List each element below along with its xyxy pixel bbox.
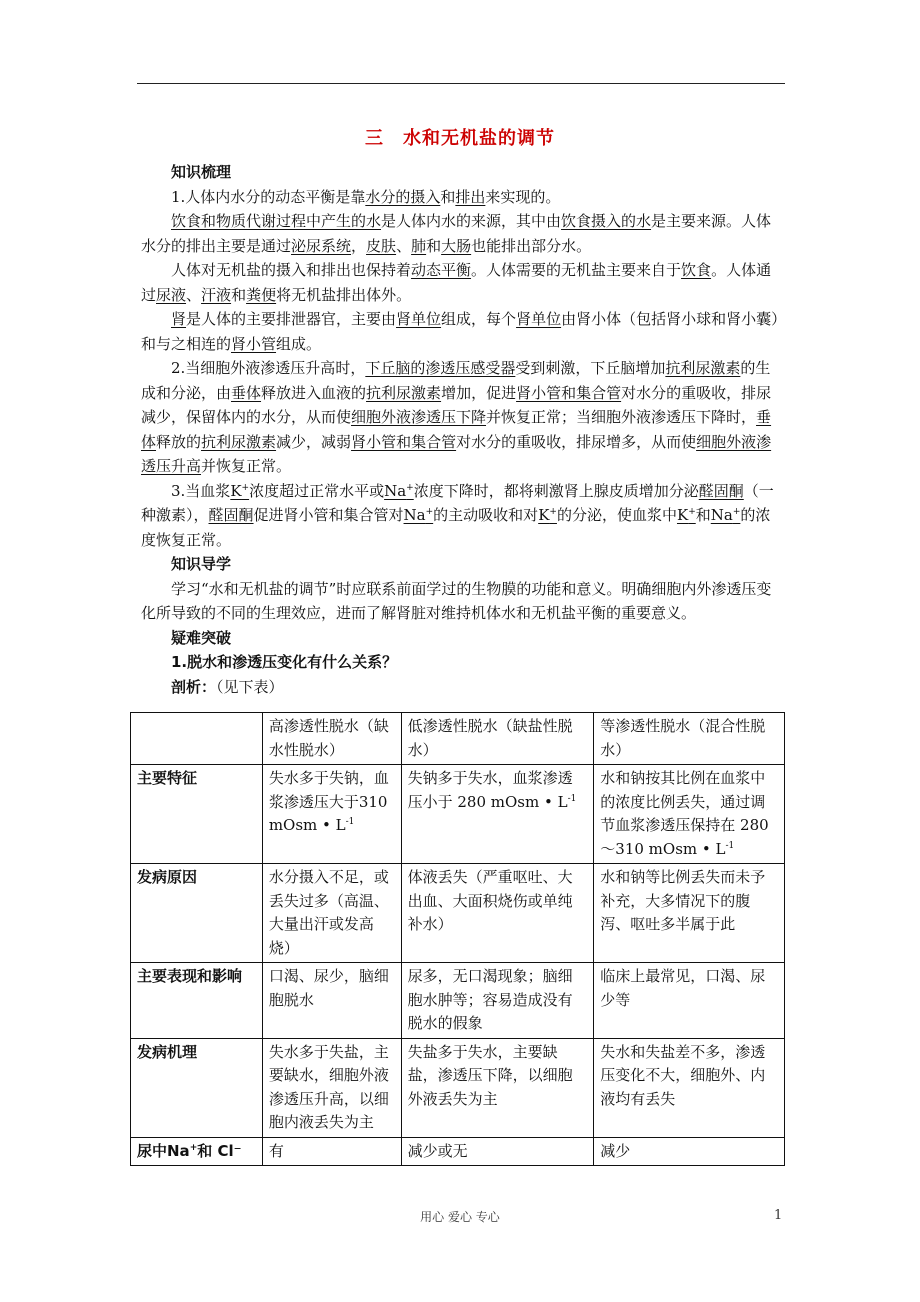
table-cell: 失盐多于失水，主要缺盐，渗透压下降，以细胞外液丢失为主 xyxy=(401,1038,594,1137)
table-cell: 水分摄入不足，或丢失过多（高温、大量出汗或发高烧） xyxy=(262,864,401,963)
table-row xyxy=(131,1038,785,1137)
section-heading: 疑难突破 xyxy=(171,628,232,647)
table-cell: 尿多，无口渴现象；脑细胞水肿等；容易造成没有脱水的假象 xyxy=(401,963,594,1039)
page-title: 三 水和无机盐的调节 xyxy=(365,128,555,149)
table-row xyxy=(131,765,785,864)
row-label: 尿中Na+和 Cl⁻ xyxy=(131,1137,263,1166)
row-label: 发病机理 xyxy=(131,1038,263,1137)
table-cell: 临床上最常见，口渴、尿少等 xyxy=(594,963,785,1039)
table-row xyxy=(131,864,785,963)
paragraph: 肾是人体的主要排泄器官，主要由肾单位组成，每个肾单位由肾小体（包括肾小球和肾小囊）和与之相连的肾小管组成。 xyxy=(141,310,779,353)
paragraph: 人体对无机盐的摄入和排出也保持着动态平衡。人体需要的无机盐主要来自于饮食。人体通过尿液、汗液和粪便将无机盐排出体外。 xyxy=(141,261,772,304)
page-number: 1 xyxy=(774,1208,783,1223)
table-cell: 失水多于失盐，主要缺水，细胞外液渗透压升高，以细胞内液丢失为主 xyxy=(262,1038,401,1137)
paragraph: 2.当细胞外液渗透压升高时，下丘脑的渗透压感受器受到刺激，下丘脑增加抗利尿激素的生成和分泌，由垂体释放进入血液的抗利尿激素增加，促进肾小管和集合管对水分的重吸收，排尿减少，保留体内的水分，从而使细胞外液渗透压下降并恢复正常；当细胞外液渗透压下降时，垂体释放的抗利尿激素减少，减弱肾小管和集合管对水分的重吸收，排尿增多，从而使细胞外液渗透压升高并恢复正常。 xyxy=(141,359,772,475)
table-cell: 失钠多于失水，血浆渗透压小于 280 mOsm • $L^{-1}$ xyxy=(401,765,594,864)
paragraph: 1.人体内水分的动态平衡是靠水分的摄入和排出来实现的。 xyxy=(171,187,561,206)
header-rule xyxy=(137,83,785,84)
table-row xyxy=(131,963,785,1039)
paragraph: 学习“水和无机盐的调节”时应联系前面学过的生物膜的功能和意义。明确细胞内外渗透压变化所导致的不同的生理效应，进而了解肾脏对维持机体水和无机盐平衡的重要意义。 xyxy=(141,579,772,622)
table-cell: 失水多于失钠，血浆渗透压大于310 mOsm • $L^{-1}$ xyxy=(262,765,401,864)
table-cell: 水和钠按其比例在血浆中的浓度比例丢失，通过调节血浆渗透压保持在 280～310 mOsm • $L^{-1}$ xyxy=(594,765,785,864)
table-cell: 失水和失盐差不多，渗透压变化不大，细胞外、内液均有丢失 xyxy=(594,1038,785,1137)
table-cell: 有 xyxy=(262,1137,401,1166)
paragraph: 3.当血浆K+浓度超过正常水平或Na+浓度下降时，都将刺激肾上腺皮质增加分泌醛固酮（一种激素），醛固酮促进肾小管和集合管对Na+的主动吸收和对K+的分泌，使血浆中K+和Na+的浓度恢复正常。 xyxy=(141,481,774,549)
table-cell: 水和钠等比例丢失而未予补充，大多情况下的腹泻、呕吐多半属于此 xyxy=(594,864,785,963)
table-cell: 减少或无 xyxy=(401,1137,594,1166)
table-header-cell: 高渗透性脱水（缺水性脱水） xyxy=(262,713,401,765)
table-header-cell: 等渗透性脱水（混合性脱水） xyxy=(594,713,785,765)
row-label: 主要特征 xyxy=(131,765,263,864)
row-label: 发病原因 xyxy=(131,864,263,963)
paragraph: 饮食和物质代谢过程中产生的水是人体内水的来源，其中由饮食摄入的水是主要来源。人体水分的排出主要是通过泌尿系统，皮肤、肺和大肠也能排出部分水。 xyxy=(141,212,772,255)
table-header-cell: 低渗透性脱水（缺盐性脱水） xyxy=(401,713,594,765)
table-cell: 体液丢失（严重呕吐、大出血、大面积烧伤或单纯补水） xyxy=(401,864,594,963)
table-cell: 口渴、尿少，脑细胞脱水 xyxy=(262,963,401,1039)
section-heading: 知识导学 xyxy=(171,555,232,573)
table-header-row xyxy=(131,713,785,765)
document-body xyxy=(141,160,785,699)
table-row xyxy=(131,1137,785,1166)
table-cell: 减少 xyxy=(594,1137,785,1166)
question-heading: 1.脱水和渗透压变化有什么关系？ xyxy=(171,653,398,671)
dehydration-table xyxy=(130,712,785,1166)
row-label: 主要表现和影响 xyxy=(131,963,263,1039)
analysis-line: 剖析：（见下表） xyxy=(171,677,284,696)
section-heading: 知识梳理 xyxy=(171,163,232,181)
table-header-cell xyxy=(131,713,263,765)
page-footer: 用心 爱心 专心 xyxy=(420,1210,500,1224)
